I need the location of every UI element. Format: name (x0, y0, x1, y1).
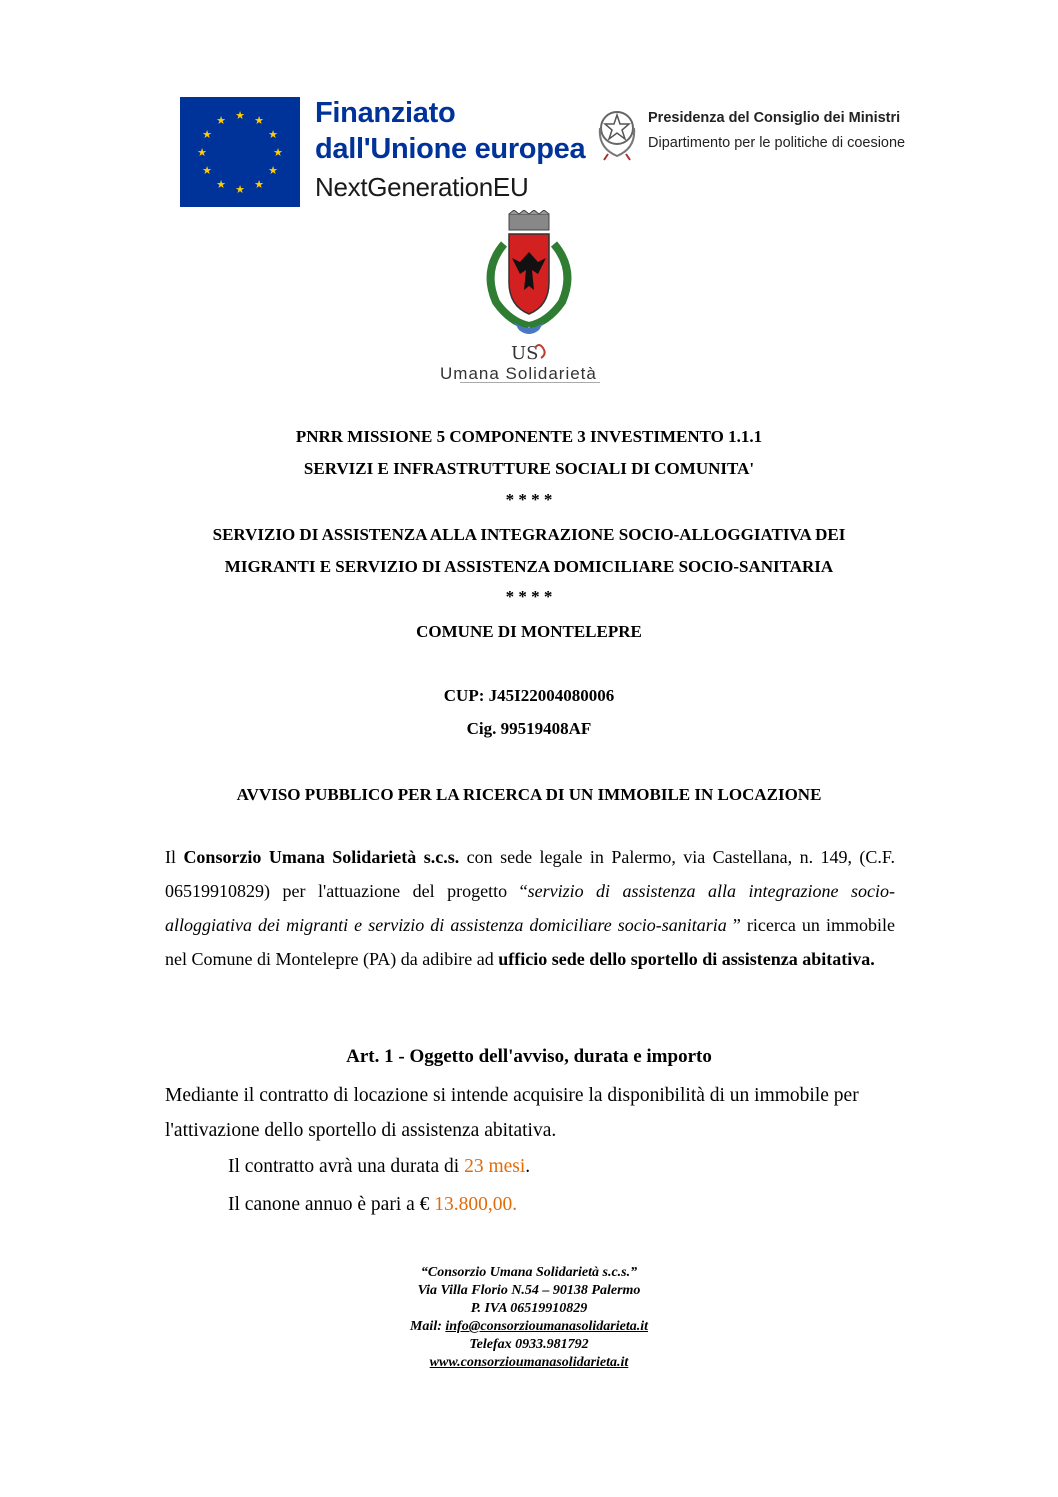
header-cup: CUP: J45I22004080006 (443, 686, 615, 705)
header-stars-2: * * * * (505, 587, 553, 606)
header-service-line2: MIGRANTI E SERVIZIO DI ASSISTENZA DOMICILIARE SOCIO-SANITARIA (224, 557, 834, 576)
svg-text:★: ★ (254, 114, 264, 127)
fee-value: 13.800,00. (434, 1194, 518, 1215)
footer-org: “Consorzio Umana Solidarietà s.c.s.” (420, 1265, 638, 1280)
article1-body: Mediante il contratto di locazione si intende acquisire la disponibilità di un immobile per l'attivazione dello sportello di assistenza abitativa. (165, 1085, 859, 1141)
intro-text-1: Il (165, 847, 184, 867)
article1-duration (228, 1156, 530, 1178)
intro-org: Consorzio Umana Solidarietà s.c.s. (183, 847, 460, 867)
duration-suffix: . (525, 1156, 531, 1177)
footer-mail-link[interactable]: info@consorzioumanasolidarieta.it (445, 1319, 649, 1334)
intro-text-2: con sede legale in Palermo, via Castellana, n. 149, (C.F. 06519910829) per l'attuazione del progetto “ (165, 847, 896, 901)
umana-solidarieta-logo-icon (505, 340, 555, 364)
article1-fee (228, 1194, 517, 1216)
eu-line1: Finanziato (315, 97, 456, 129)
fee-prefix: Il canone annuo è pari a € (228, 1194, 435, 1215)
svg-text:★: ★ (273, 146, 283, 159)
svg-text:★: ★ (197, 146, 207, 159)
duration-value: 23 mesi (464, 1156, 526, 1177)
footer-address: Via Villa Florio N.54 – 90138 Palermo (417, 1283, 641, 1298)
svg-text:★: ★ (235, 183, 245, 196)
header-pnrr: PNRR MISSIONE 5 COMPONENTE 3 INVESTIMENTO 1.1.1 (295, 427, 763, 446)
italian-republic-emblem-icon (594, 102, 640, 162)
article1-title: Art. 1 - Oggetto dell'avviso, durata e importo (346, 1046, 712, 1067)
header-cig: Cig. 99519408AF (466, 719, 592, 738)
footer-telefax: Telefax 0933.981792 (469, 1337, 589, 1352)
eu-line3: NextGenerationEU (315, 172, 529, 202)
svg-text:★: ★ (254, 178, 264, 191)
umana-solidarieta-name: Umana Solidarietà (440, 364, 597, 383)
intro-text-3: ” ricerca un immobile nel Comune di Montelepre (PA) da adibire ad (165, 915, 895, 969)
footer-mail-row (0, 1318, 1058, 1336)
intro-paragraph (165, 840, 895, 976)
svg-text:★: ★ (202, 128, 212, 141)
footer-website-link[interactable]: www.consorzioumanasolidarieta.it (429, 1355, 629, 1370)
eu-stars-icon (180, 97, 300, 207)
presidenza-line1: Presidenza del Consiglio dei Ministri (648, 110, 901, 126)
svg-text:★: ★ (202, 164, 212, 177)
intro-purpose: ufficio sede dello sportello di assistenza abitativa. (498, 949, 875, 969)
duration-prefix: Il contratto avrà una durata di (228, 1156, 465, 1177)
svg-text:★: ★ (216, 114, 226, 127)
footer (0, 1264, 1058, 1372)
svg-text:★: ★ (235, 109, 245, 122)
svg-text:US: US (511, 343, 539, 364)
svg-text:★: ★ (216, 178, 226, 191)
page-title: AVVISO PUBBLICO PER LA RICERCA DI UN IMMOBILE IN LOCAZIONE (236, 785, 822, 804)
header-comune: COMUNE DI MONTELEPRE (416, 622, 642, 641)
header-servizi: SERVIZI E INFRASTRUTTURE SOCIALI DI COMUNITA' (303, 459, 755, 478)
eu-line2: dall'Unione europea (315, 133, 586, 165)
header-service-line1: SERVIZIO DI ASSISTENZA ALLA INTEGRAZIONE SOCIO-ALLOGGIATIVA DEI (212, 525, 846, 544)
eu-funding-text (315, 95, 585, 207)
intro-project: servizio di assistenza alla integrazione socio-alloggiativa dei migranti e servizio di assistenza domiciliare socio-sanitaria (165, 881, 895, 935)
eu-flag-logo (180, 97, 300, 207)
footer-vat: P. IVA 06519910829 (470, 1301, 588, 1316)
svg-text:★: ★ (268, 128, 278, 141)
footer-mail-label: Mail: (409, 1319, 446, 1334)
logo-divider (460, 382, 600, 387)
header-stars-1: * * * * (505, 490, 553, 509)
svg-text:★: ★ (268, 164, 278, 177)
municipal-crest-icon (476, 210, 582, 338)
presidenza-line2: Dipartimento per le politiche di coesione (648, 135, 906, 151)
presidenza-text (648, 106, 905, 156)
